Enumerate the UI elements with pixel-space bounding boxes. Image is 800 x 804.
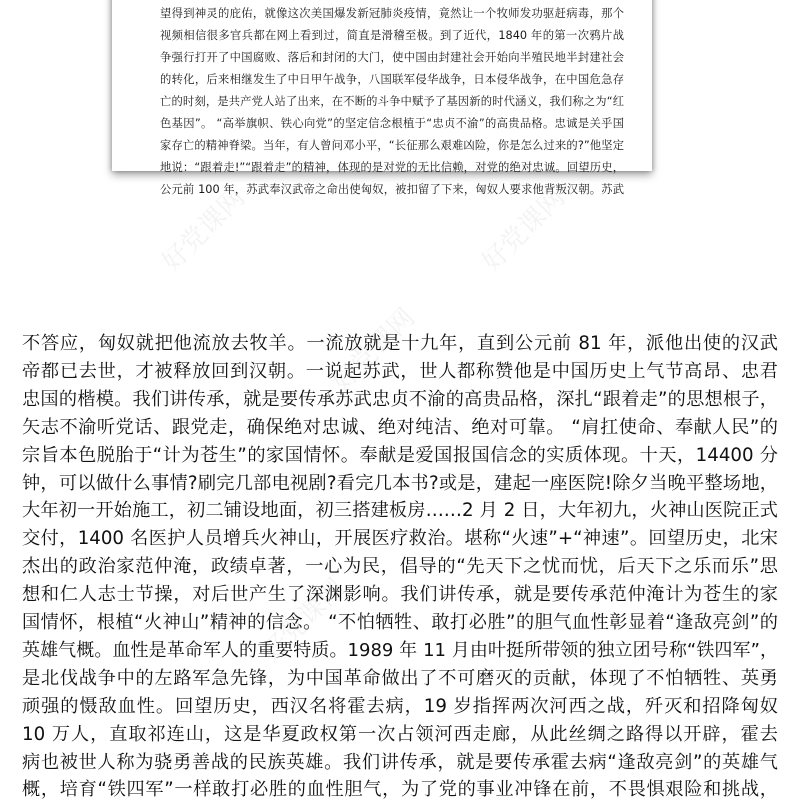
watermark: 好党课网 (476, 182, 572, 278)
preview-text-line: 公元前 100 年，苏武奉汉武帝之命出使匈奴，被扣留了下来，匈奴人要求他背叛汉朝。苏武 (160, 183, 624, 196)
body-text-line: 矢志不渝听党话、跟党走，确保绝对忠诚、绝对纯洁、绝对可靠。 “肩扛使命、奉献人民”的 (22, 416, 778, 438)
body-text-line: 帝都已去世，才被释放回到汉朝。一说起苏武，世人都称赞他是中国历史上气节高昂、忠君 (22, 360, 778, 382)
document-preview-page (112, 0, 652, 196)
body-text-line: 顽强的慑敌血性。回望历史，西汉名将霍去病，19 岁指挥两次河西之战，歼灭和招降匈奴 (22, 695, 778, 717)
watermark: 好党课网 (326, 302, 422, 398)
body-text-line: 大年初一开始施工，初二铺设地面，初三搭建板房……2 月 2 日，大年初九，火神山医院正式 (22, 500, 778, 522)
body-text-line: 忠国的楷模。我们讲传承，就是要传承苏武忠贞不渝的高贵品格，深扎“跟着走”的思想根子， (22, 388, 778, 410)
body-text-line: 病也被世人称为骁勇善战的民族英雄。我们讲传承，就是要传承霍去病“逢敌亮剑”的英雄气 (22, 751, 778, 773)
body-text-line: 国情怀，根植“火神山”精神的信念。 “不怕牺牲、敢打必胜”的胆气血性彰显着“逢敌亮剑”的 (22, 612, 778, 633)
preview-text-line: 争强行打开了中国腐败、落后和封闭的大门，使中国由封建社会开始向半殖民地半封建社会 (160, 51, 624, 64)
body-text-line: 宗旨本色脱胎于“计为苍生”的家国情怀。奉献是爱国报国信念的实质体现。十天，14400 分 (22, 444, 778, 466)
body-text-line: 钟，可以做什么事情?刷完几部电视剧?看完几本书?或是，建起一座医院!除夕当晚平整场地， (22, 472, 778, 494)
body-text-line: 杰出的政治家范仲淹，政绩卓著，一心为民，倡导的“先天下之忧而忧，后天下之乐而乐”思 (22, 556, 778, 578)
preview-text-line: 望得到神灵的庇佑，就像这次美国爆发新冠肺炎疫情，竟然让一个牧师发功驱赶病毒，那个 (160, 7, 624, 20)
preview-text-line: 家存亡的精神脊梁。当年，有人曾问邓小平，“长征那么艰难凶险，你是怎么过来的?”他坚定 (160, 139, 624, 152)
body-text-line: 英雄气概。血性是革命军人的重要特质。1989 年 11 月由叶挺所带领的独立团号称“铁四军”， (22, 639, 778, 661)
body-text-line: 不答应，匈奴就把他流放去牧羊。一流放就是十九年，直到公元前 81 年，派他出使的汉武 (22, 333, 778, 354)
watermark: 好党课网 (156, 182, 252, 278)
body-text-line: 概，培育“铁四军”一样敢打必胜的血性胆气，为了党的事业冲锋在前，不畏惧艰险和挑战， (22, 779, 778, 801)
preview-text-line: 亡的时刻，是共产党人站了出来，在不断的斗争中赋予了基因新的时代涵义，我们称之为“红 (160, 95, 624, 108)
preview-text-line: 色基因”。 “高举旗帜、铁心向党”的坚定信念根植于“忠贞不渝”的高贵品格。忠诚是关乎国 (160, 117, 624, 130)
body-text-line: 10 万人，直取祁连山，这是华夏政权第一次占领河西走廊，从此丝绸之路得以开辟，霍去 (22, 723, 778, 745)
preview-text-line: 的转化，后来相继发生了中日甲午战争，八国联军侵华战争，日本侵华战争，在中国危急存 (160, 73, 624, 86)
body-text-line: 想和仁人志士节操，对后世产生了深渊影响。我们讲传承，就是要传承范仲淹计为苍生的家 (22, 584, 778, 606)
preview-text-line: 地说：“跟着走!”“跟着走”的精神，体现的是对党的无比信赖，对党的绝对忠诚。回望历史， (160, 161, 624, 174)
watermark: 好党课网 (256, 572, 352, 668)
preview-text-line: 视频相信很多官兵都在网上看到过，简直是滑稽至极。到了近代，1840 年的第一次鸦片战 (160, 29, 624, 42)
body-text-line: 交付，1400 名医护人员增兵火神山，开展医疗救治。堪称“火速”+“神速”。回望历史，北宋 (22, 528, 778, 550)
body-text-line: 是北伐战争中的左路军急先锋，为中国革命做出了不可磨灭的贡献，体现了不怕牺牲、英勇 (22, 667, 778, 689)
